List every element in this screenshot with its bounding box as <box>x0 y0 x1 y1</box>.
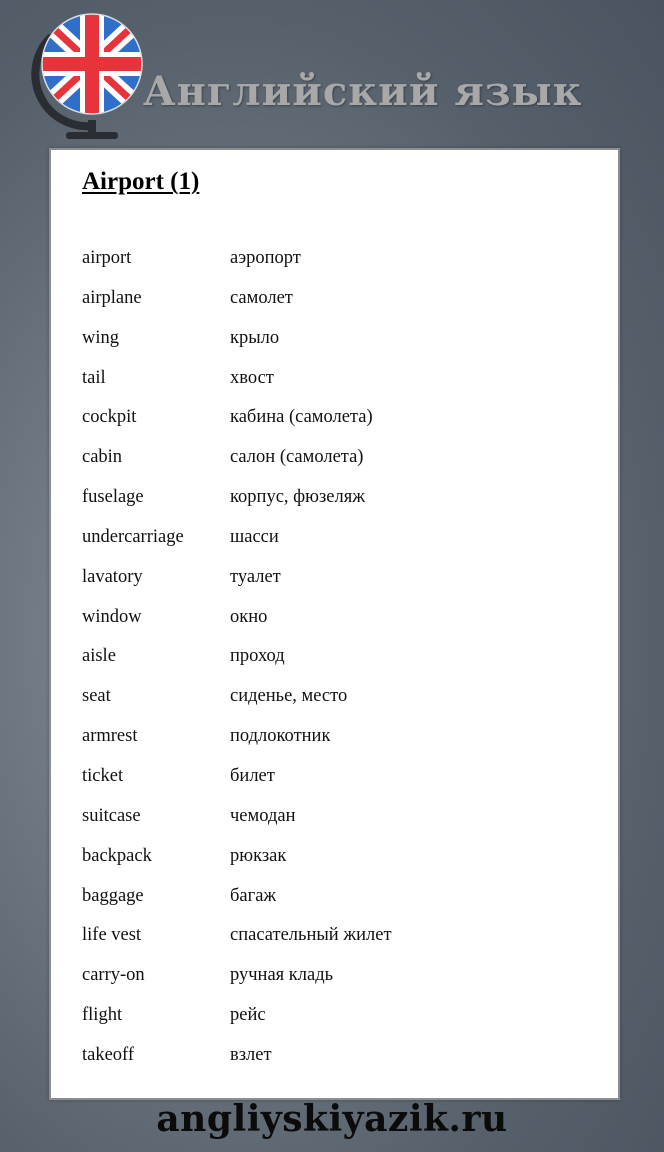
russian-translation: шасси <box>230 526 279 547</box>
list-item <box>82 368 602 408</box>
list-item <box>82 447 602 487</box>
list-item <box>82 965 602 1005</box>
page-title: Airport (1) <box>82 168 200 195</box>
russian-translation: окно <box>230 606 268 627</box>
list-item <box>82 487 602 527</box>
russian-translation: аэропорт <box>230 248 301 268</box>
russian-translation: проход <box>230 646 285 667</box>
english-word: takeoff <box>82 1044 135 1065</box>
russian-translation: рюкзак <box>230 845 287 866</box>
english-word: cabin <box>82 447 123 468</box>
russian-translation: багаж <box>230 885 277 906</box>
russian-translation: салон (самолета) <box>230 447 364 468</box>
list-item <box>82 607 602 647</box>
list-item <box>82 646 602 686</box>
english-word: ticket <box>82 765 124 786</box>
list-item <box>82 1005 602 1045</box>
site-header <box>0 0 664 150</box>
russian-translation: корпус, фюзеляж <box>230 487 366 508</box>
english-word: baggage <box>82 885 144 906</box>
vocabulary-card <box>49 148 620 1100</box>
list-item <box>82 1045 602 1085</box>
english-word: cockpit <box>82 407 137 428</box>
site-title: Английский язык <box>143 68 583 115</box>
russian-translation: спасательный жилет <box>230 925 392 946</box>
list-item <box>82 886 602 926</box>
russian-translation: самолет <box>230 287 293 308</box>
list-item <box>82 766 602 806</box>
english-word: undercarriage <box>82 526 184 547</box>
russian-translation: рейс <box>230 1005 266 1026</box>
english-word: airplane <box>82 287 142 308</box>
russian-translation: туалет <box>230 566 281 587</box>
list-item <box>82 328 602 368</box>
english-word: life vest <box>82 925 142 946</box>
list-item <box>82 567 602 607</box>
list-item <box>82 288 602 328</box>
english-word: carry-on <box>82 965 145 986</box>
list-item <box>82 806 602 846</box>
russian-translation: билет <box>230 765 275 786</box>
english-word: seat <box>82 686 111 707</box>
russian-translation: взлет <box>230 1044 272 1065</box>
list-item <box>82 407 602 447</box>
english-word: fuselage <box>82 487 144 508</box>
english-word: backpack <box>82 845 152 866</box>
list-item <box>82 925 602 965</box>
vocabulary-list <box>82 248 602 1085</box>
russian-translation: крыло <box>230 327 280 348</box>
list-item <box>82 846 602 886</box>
english-word: airport <box>82 248 132 268</box>
russian-translation: сиденье, место <box>230 686 348 707</box>
russian-translation: хвост <box>230 367 274 388</box>
russian-translation: кабина (самолета) <box>230 407 373 428</box>
site-url: angliyskiyazik.ru <box>156 1098 508 1140</box>
english-word: aisle <box>82 646 116 667</box>
english-word: suitcase <box>82 805 141 826</box>
russian-translation: чемодан <box>230 805 296 826</box>
english-word: window <box>82 606 142 627</box>
list-item <box>82 686 602 726</box>
english-word: wing <box>82 327 119 348</box>
list-item <box>82 248 602 288</box>
english-word: tail <box>82 367 106 388</box>
english-word: armrest <box>82 726 138 747</box>
list-item <box>82 726 602 766</box>
english-word: flight <box>82 1005 123 1026</box>
russian-translation: подлокотник <box>230 726 331 747</box>
uk-flag-globe-icon <box>28 8 154 148</box>
english-word: lavatory <box>82 566 143 587</box>
list-item <box>82 527 602 567</box>
russian-translation: ручная кладь <box>230 965 334 986</box>
